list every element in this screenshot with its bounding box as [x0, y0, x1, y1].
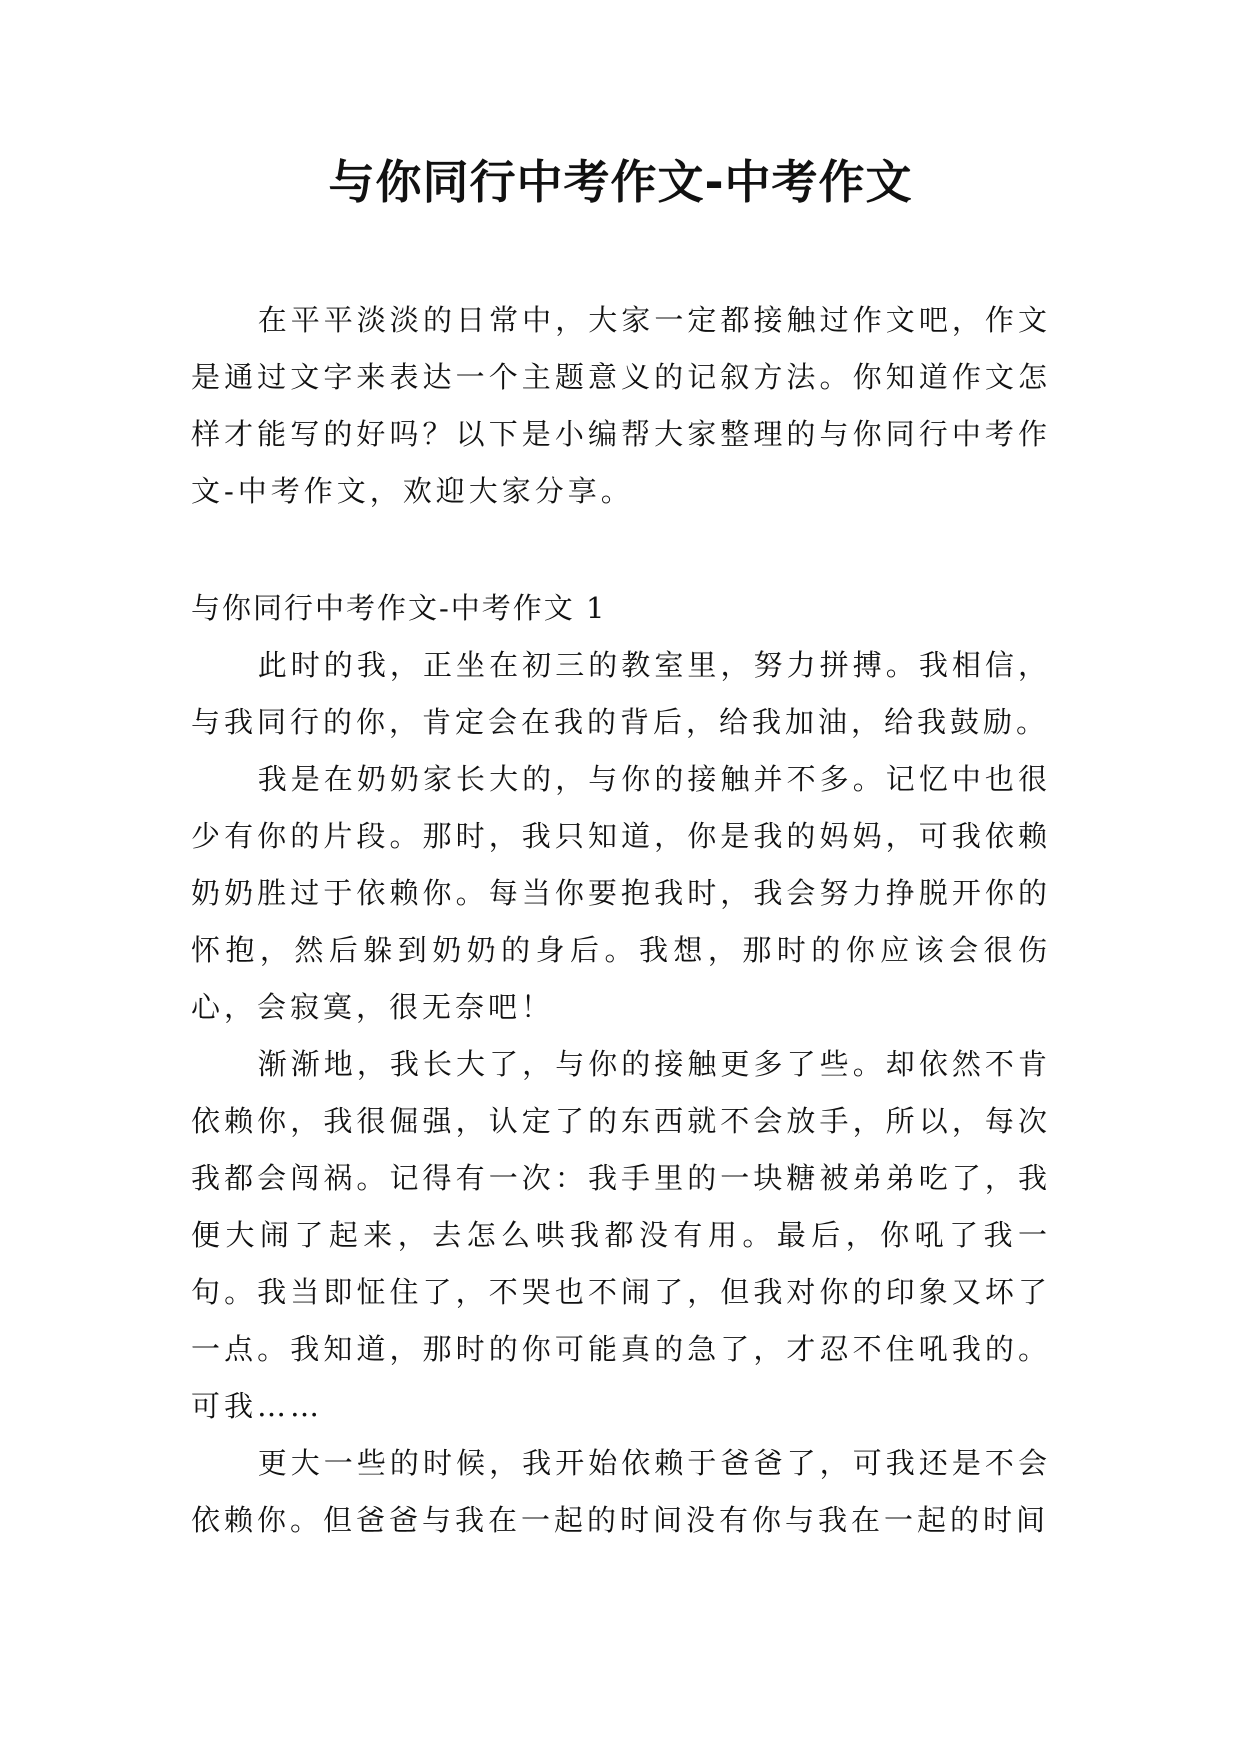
section-heading: 与你同行中考作文-中考作文 1 [191, 591, 607, 625]
essay-paragraph: 渐渐地，我长大了，与你的接触更多了些。却依然不肯依赖你，我很倔强，认定了的东西就不会放手，所以，每次我都会闯祸。记得有一次：我手里的一块糖被弟弟吃了，我便大闹了起来，去怎么哄我都没有用。最后，你吼了我一句。我当即怔住了，不哭也不闹了，但我对你的印象又坏了一点。我知道，那时的你可能真的急了，才忍不住吼我的。可我…… [191, 1047, 1051, 1423]
essay-paragraph: 此时的我，正坐在初三的教室里，努力拼搏。我相信，与我同行的你，肯定会在我的背后，给我加油，给我鼓励。 [191, 648, 1051, 739]
essay-section-1 [191, 580, 1051, 1549]
intro-paragraph: 在平平淡淡的日常中，大家一定都接触过作文吧，作文是通过文字来表达一个主题意义的记叙方法。你知道作文怎样才能写的好吗？以下是小编帮大家整理的与你同行中考作文-中考作文，欢迎大家分享。 [191, 303, 1051, 508]
essay-paragraph: 我是在奶奶家长大的，与你的接触并不多。记忆中也很少有你的片段。那时，我只知道，你是我的妈妈，可我依赖奶奶胜过于依赖你。每当你要抱我时，我会努力挣脱开你的怀抱，然后躲到奶奶的身后。我想，那时的你应该会很伤心，会寂寞，很无奈吧！ [191, 762, 1051, 1024]
essay-paragraph: 更大一些的时候，我开始依赖于爸爸了，可我还是不会依赖你。但爸爸与我在一起的时间没有你与我在一起的时间 [191, 1446, 1051, 1537]
intro-section [191, 292, 1051, 520]
page-title: 与你同行中考作文-中考作文 [328, 155, 913, 209]
